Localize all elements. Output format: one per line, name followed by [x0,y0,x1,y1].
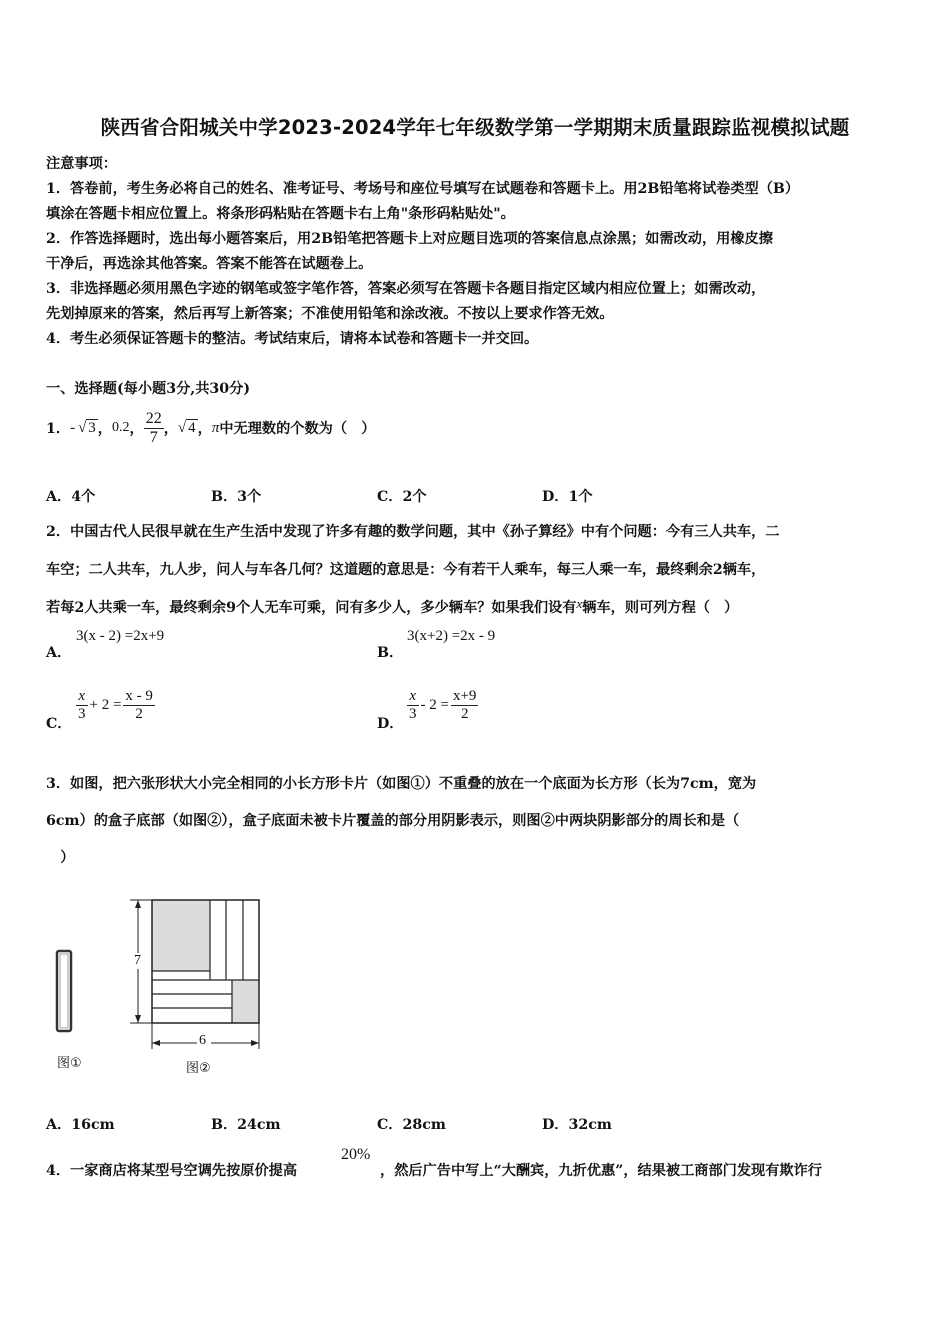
notice-item-1-line-1: 1．答卷前，考生务必将自己的姓名、准考证号、考场号和座位号填写在试题卷和答题卡上。用2B铅笔将试卷类型（B） [46,181,800,197]
q1-sqrt3: √ 3 [78,419,96,436]
q1-comma-2: ， [129,421,144,437]
q2-option-b-expr: 3(x+2) =2x - 9 [407,628,496,644]
q1-option-a: A．4个 [46,489,96,505]
q2-line-3-b: 辆车，则可列方程（ ） [582,600,739,616]
q3-line-2: 6cm）的盒子底部（如图②），盒子底面未被卡片覆盖的部分用阴影表示，则图②中两块阴影部分的周长和是（ [46,813,740,829]
q3-option-d: D．32cm [542,1117,612,1133]
notice-item-1-line-2: 填涂在答题卡相应位置上。将条形码粘贴在答题卡右上角"条形码粘贴处"。 [46,206,515,222]
notice-item-2-line-2: 干净后，再选涂其他答案。答案不能答在试题卷上。 [46,256,373,272]
q2-c-frac-1-den: 3 [78,705,86,722]
q4-suffix: ，然后广告中写上“大酬宾，九折优惠”，结果被工商部门发现有欺诈行 [380,1163,822,1179]
question-1 [46,403,375,453]
q3-option-b: B．24cm [211,1117,281,1133]
q1-option-b: B．3个 [211,489,262,505]
q1-option-d: D．1个 [542,489,593,505]
q2-option-b-label: B． [377,645,404,661]
q2-c-frac-2-den: 2 [135,705,143,722]
q2-c-frac-1 [76,688,88,722]
figure-2-shade-bottom [232,980,259,1023]
figure-1-card [50,945,80,1037]
q1-fraction [144,410,164,446]
q2-line-3 [46,596,738,617]
q2-d-frac-1 [407,688,419,722]
q2-c-frac-2 [123,688,155,722]
page-title: 陕西省合阳城关中学2023-2024学年七年级数学第一学期期末质量跟踪监视模拟试题 [100,116,850,139]
figure-2-box [125,893,270,1053]
q2-option-c-expr [76,688,155,722]
q1-comma-3: ， [163,421,178,437]
q2-var-x: x [576,596,583,611]
q2-c-frac-1-num: x [76,688,88,706]
q3-line-1: 3．如图，把六张形状大小完全相同的小长方形卡片（如图①）不重叠的放在一个底面为长方形（长为7cm，宽为 [46,776,757,792]
q3-option-c: C．28cm [377,1117,446,1133]
q3-option-a: A．16cm [46,1117,115,1133]
q1-decimal: 0.2 [112,420,130,435]
q2-option-a-label: A． [46,645,72,661]
q2-d-frac-1-den: 3 [409,705,417,722]
q2-option-a-expr: 3(x - 2) =2x+9 [76,628,165,644]
q1-fraction-den: 7 [149,428,158,446]
figure-2-label: 图② [186,1061,211,1076]
notice-heading: 注意事项： [46,156,117,172]
q2-line-2: 车空；二人共车，九人步，问人与车各几何？这道题的意思是：今有若干人乘车，每三人乘一车，最终剩余2辆车， [46,562,766,578]
q1-sqrt4-radicand: 4 [188,419,196,436]
q2-d-frac-2-num: x+9 [452,688,477,704]
q2-d-mid: - 2 = [420,696,449,713]
figure-2-dim-7: 7 [134,953,141,968]
notice-item-3-line-1: 3．非选择题必须用黑色字迹的钢笔或签字笔作答，答案必须写在答题卡各题目指定区域内相应位置上；如需改动， [46,281,766,297]
figure-2-dim-6: 6 [199,1033,206,1048]
q1-number: 1． [46,421,71,437]
q1-pi: π [211,419,220,436]
q2-d-frac-2-den: 2 [460,705,469,722]
q1-suffix: 中无理数的个数为（ ） [219,421,376,437]
q1-neg-sign: - [70,419,76,436]
section-heading: 一、选择题(每小题3分,共30分) [46,381,251,397]
q2-line-3-a: 若每2人共乘一车，最终剩余9个人无车可乘，问有多少人，多少辆车？如果我们设有 [46,600,577,616]
q3-line-3: ） [46,850,75,866]
figure-1-label: 图① [57,1056,82,1071]
q2-option-c-label: C． [46,716,72,732]
q1-sqrt3-radicand: 3 [88,419,96,436]
q2-d-frac-1-num: x [407,688,419,706]
q1-comma-4: ， [197,421,212,437]
q2-d-frac-2 [451,688,478,722]
q4-percent: 20% [341,1146,371,1163]
q2-c-frac-2-num: x - 9 [125,688,153,704]
q2-c-mid: + 2 = [89,696,122,713]
q1-comma-1: ， [97,421,112,437]
figure-2-shade-top [152,900,210,971]
q1-sqrt4: √ 4 [177,419,196,436]
q4-prefix: 4．一家商店将某型号空调先按原价提高 [46,1163,298,1179]
notice-item-3-line-2: 先划掉原来的答案，然后再写上新答案；不准使用铅笔和涂改液。不按以上要求作答无效。 [46,306,614,322]
q2-line-1: 2．中国古代人民很早就在生产生活中发现了许多有趣的数学问题，其中《孙子算经》中有个问题：今有三人共车，二 [46,524,780,540]
q1-fraction-num: 22 [145,409,162,427]
q2-option-d-label: D． [377,716,404,732]
notice-item-2-line-1: 2．作答选择题时，选出每小题答案后，用2B铅笔把答题卡上对应题目选项的答案信息点涂黑；如需改动，用橡皮擦 [46,231,773,247]
q1-option-c: C．2个 [377,489,427,505]
q2-option-d-expr [407,688,478,722]
notice-item-4: 4．考生必须保证答题卡的整洁。考试结束后，请将本试卷和答题卡一并交回。 [46,331,539,347]
